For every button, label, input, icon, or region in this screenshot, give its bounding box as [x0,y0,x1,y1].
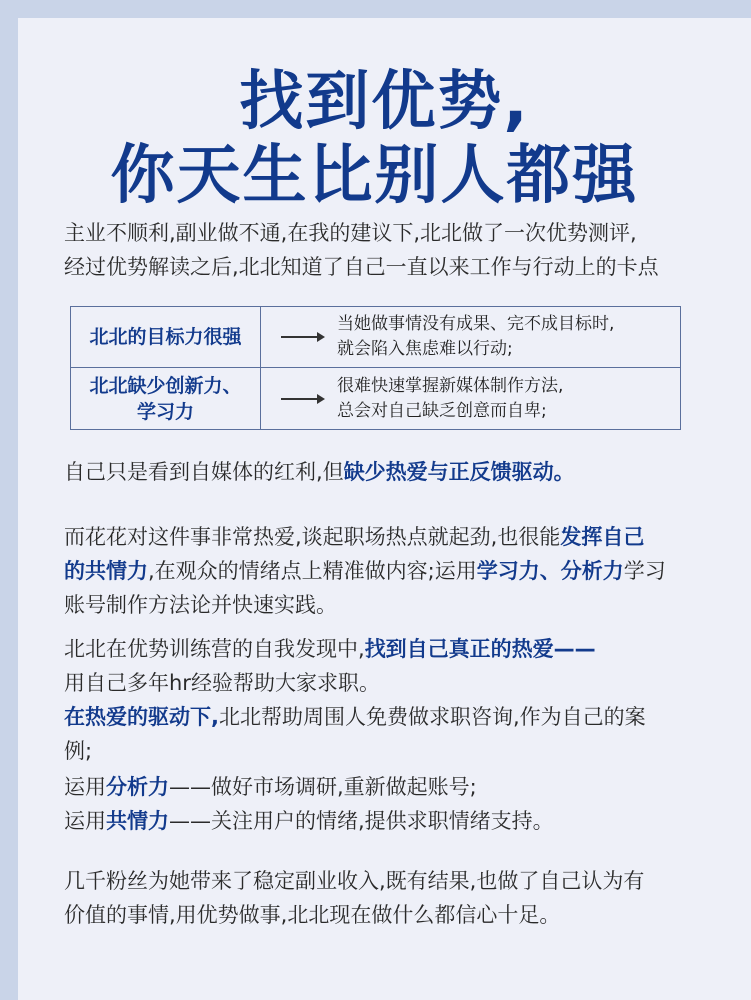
text-span: ——做好市场调研,重新做起账号; [169,775,477,799]
text-span: 自己只是看到自媒体的红利,但 [64,460,344,484]
text-span: ,在观众的情绪点上精准做内容;运用 [148,559,477,583]
intro-line-1: 主业不顺利,副业做不通,在我的建议下,北北做了一次优势测评, [64,221,637,245]
table-row [71,368,680,429]
paragraph-2-line-1 [64,520,734,554]
text-span: 而花花对这件事非常热爱,谈起职场热点就起劲,也很能 [64,525,561,549]
paragraph-2-line-3: 账号制作方法论并快速实践。 [64,593,337,617]
text-span: 北北在优势训练营的自我发现中, [64,637,365,661]
highlight-text: 在热爱的驱动下, [64,705,219,729]
table-row-description [337,307,677,367]
row-label-text: 学习力 [136,400,194,423]
title-line-1: 找到优势, [239,65,530,139]
paragraph-3-line-2: 用自己多年hr经验帮助大家求职。 [64,671,380,695]
text-span: 运用 [64,775,106,799]
paragraph-3-line-5 [64,770,734,804]
paragraph-2-line-2 [64,554,734,588]
highlight-text: 找到自己真正的热爱—— [364,637,596,661]
highlight-text: 发挥自己 [560,525,645,549]
description-line: 很难快速掌握新媒体制作方法, [337,375,564,396]
table-row [71,307,680,368]
description-line: 就会陷入焦虑难以行动; [337,339,513,359]
article-card [18,18,751,1000]
text-span: 学习 [623,559,666,583]
text-span: ——关注用户的情绪,提供求职情绪支持。 [169,809,554,833]
title-line-2: 你天生比别人都强 [110,139,639,213]
right-arrow-icon [281,336,323,338]
description-line: 当她做事情没有成果、完不成目标时, [337,314,615,334]
paragraph-3-line-1 [64,632,734,666]
paragraph-4-line-2: 价值的事情,用优势做事,北北现在做什么都信心十足。 [64,903,561,927]
highlight-text: 分析力 [106,775,169,799]
paragraph-1 [64,455,734,489]
description-line: 总会对自己缺乏创意而自卑; [337,400,547,421]
intro-line-2: 经过优势解读之后,北北知道了自己一直以来工作与行动上的卡点 [64,255,659,279]
paragraph-3-line-3 [64,700,734,734]
highlight-text: 学习力、分析力 [476,559,624,583]
highlight-text: 共情力 [106,809,169,833]
table-row-description [337,368,677,429]
table-row-label [71,368,261,429]
paragraph-3-line-4: 例; [64,739,93,763]
paragraph-3-line-6 [64,804,734,838]
highlight-text: 缺少热爱与正反馈驱动。 [343,460,575,484]
text-span: 运用 [64,809,106,833]
paragraph-4-line-1: 几千粉丝为她带来了稳定副业收入,既有结果,也做了自己认为有 [64,869,645,893]
row-label-text: 北北缺少创新力、 [89,374,242,397]
table-row-label [71,307,261,367]
comparison-table [70,306,681,430]
row-label-text: 北北的目标力很强 [89,326,242,348]
right-arrow-icon [281,398,323,400]
text-span: 北北帮助周围人免费做求职咨询,作为自己的案 [218,705,646,729]
highlight-text: 的共情力 [64,559,148,583]
row-label-block [89,373,241,425]
